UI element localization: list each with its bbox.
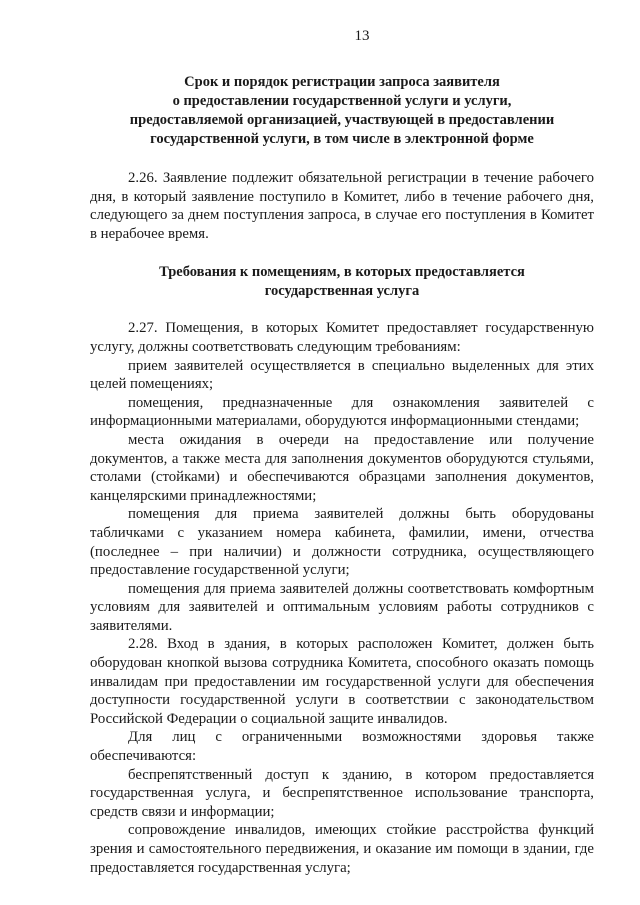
section-heading-line: предоставляемой организацией, участвующей в предоставлении — [129, 112, 555, 128]
paragraph-item: прием заявителей осуществляется в специально выделенных для этих целей помещениях; — [90, 357, 594, 393]
section-registration — [90, 73, 594, 243]
paragraph-item: помещения для приема заявителей должны соответствовать комфортным условиям для заявителей и оптимальным условиям работы сотрудников с заявителями. — [90, 580, 594, 634]
paragraph-2-26: 2.26. Заявление подлежит обязательной регистрации в течение рабочего дня, в который заявление поступило в Комитет, либо в течение рабочего дня, следующего за днем поступления запроса, в случае его поступления в Комитет в нерабочее время. — [90, 170, 594, 242]
section-heading-line: Требования к помещениям, в которых предоставляется — [159, 264, 525, 281]
paragraph-2-27: 2.27. Помещения, в которых Комитет предоставляет государственную услугу, должны соответствовать следующим требованиям: — [90, 320, 594, 355]
section-heading-line: о предоставлении государственной услуги и услуги, — [172, 93, 512, 109]
section-heading-line: государственная услуга — [264, 283, 420, 300]
paragraph-item: сопровождение инвалидов, имеющих стойкие расстройства функций зрения и самостоятельного передвижения, и оказание им помощи в здании, где предоставляется государственная услуга; — [90, 822, 594, 876]
section-heading-line: Срок и порядок регистрации запроса заявителя — [184, 74, 500, 90]
paragraph-item: беспрепятственный доступ к зданию, в котором предоставляется государственная услуга, и беспрепятственное использование транспорта, средств связи и информации; — [90, 766, 594, 820]
paragraph-item: Для лиц с ограниченными возможностями здоровья также обеспечиваются: — [90, 729, 594, 765]
paragraph-item: помещения для приема заявителей должны быть оборудованы табличками с указанием номера кабинета, фамилии, имени, отчества (последнее – при наличии) и должности сотрудника, осуществляющего предоставление государственной услуги; — [90, 506, 594, 579]
section-premises — [90, 263, 594, 877]
paragraph-item: места ожидания в очереди на предоставление или получение документов, а также места для заполнения документов оборудуются стульями, столами (стойками) и обеспечиваются образцами заполнения документов, канцелярскими принадлежностями; — [90, 431, 594, 504]
section-heading-line: государственной услуги, в том числе в электронной форме — [150, 131, 534, 147]
paragraph-2-28: 2.28. Вход в здания, в которых расположен Комитет, должен быть оборудован кнопкой вызова сотрудника Комитета, способного оказать помощь инвалидам при предоставлении им государственной услуги для обеспечения доступности государственной услуги в соответствии с законодательством Российской Федерации о социальной защите инвалидов. — [90, 636, 594, 727]
paragraph-item: помещения, предназначенные для ознакомления заявителей с информационными материалами, оборудуются информационными стендами; — [90, 394, 594, 430]
page-number: 13 — [354, 28, 370, 44]
